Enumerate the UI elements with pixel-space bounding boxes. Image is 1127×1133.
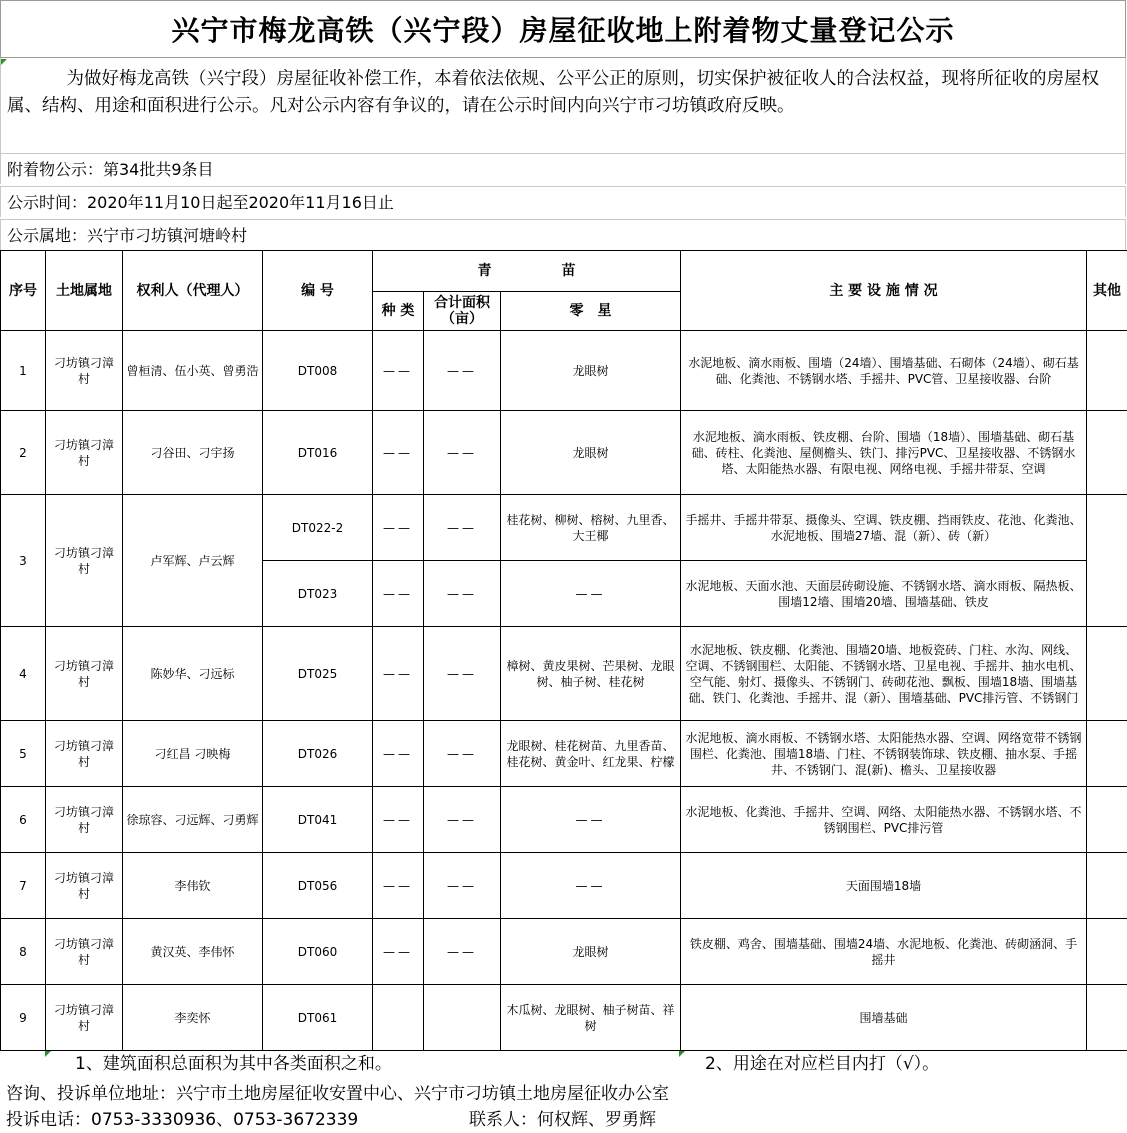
- cell-land: 刁坊镇刁漳村: [46, 985, 123, 1051]
- cell-other: [1087, 411, 1127, 495]
- table-row: [1, 627, 1127, 721]
- cell-land: 刁坊镇刁漳村: [46, 411, 123, 495]
- table-row: [1, 919, 1127, 985]
- cell-kind: ——: [373, 919, 424, 985]
- cell-seq: 7: [1, 853, 46, 919]
- cell-kind: ——: [373, 627, 424, 721]
- cell-land: 刁坊镇刁漳村: [46, 495, 123, 627]
- cell-other: [1087, 627, 1127, 721]
- cell-owner: 卢军辉、卢云辉: [123, 495, 263, 627]
- cell-owner: 曾桓清、伍小英、曾勇浩: [123, 331, 263, 411]
- cell-land: 刁坊镇刁漳村: [46, 331, 123, 411]
- cell-area: [424, 985, 501, 1051]
- cell-owner: 刁红昌 刁映梅: [123, 721, 263, 787]
- header-facilities: 主 要 设 施 情 况: [681, 251, 1087, 331]
- cell-other: [1087, 787, 1127, 853]
- cell-scatter: 桂花树、柳树、榕树、九里香、大王椰: [501, 495, 681, 561]
- header-owner: 权利人（代理人）: [123, 251, 263, 331]
- cell-facilities: 水泥地板、滴水雨板、铁皮棚、台阶、围墙（18墙）、围墙基础、砌石基础、砖柱、化粪池、屋侧檐头、铁门、排污PVC、卫星接收器、不锈钢水塔、太阳能热水器、有限电视、网络电视、手摇井带泵、空调: [681, 411, 1087, 495]
- cell-facilities: 水泥地板、铁皮棚、化粪池、围墙20墙、地板瓷砖、门柱、水沟、网线、空调、不锈钢围栏、太阳能、不锈钢水塔、卫星电视、手摇井、抽水电机、空气能、射灯、摄像头、不锈钢门、砖砌花池、飘板、围墙18墙、围墙基础、铁门、化粪池、手摇井、混（新）、围墙基础、PVC排污管、不锈钢门: [681, 627, 1087, 721]
- cell-facilities: 水泥地板、天面水池、天面层砖砌设施、不锈钢水塔、滴水雨板、隔热板、围墙12墙、围墙20墙、围墙基础、铁皮: [681, 561, 1087, 627]
- cell-scatter: 龙眼树: [501, 411, 681, 495]
- cell-code: DT056: [263, 853, 373, 919]
- cell-area: ——: [424, 411, 501, 495]
- cell-area: ——: [424, 787, 501, 853]
- cell-kind: ——: [373, 495, 424, 561]
- cell-other: [1087, 331, 1127, 411]
- header-code: 编 号: [263, 251, 373, 331]
- cell-facilities: 天面围墙18墙: [681, 853, 1087, 919]
- contact-phone: 投诉电话：0753-3330936、0753-3672339: [6, 1110, 359, 1130]
- cell-code: DT061: [263, 985, 373, 1051]
- cell-land: 刁坊镇刁漳村: [46, 627, 123, 721]
- cell-facilities: 水泥地板、滴水雨板、不锈钢水塔、太阳能热水器、空调、网络宽带不锈钢围栏、化粪池、围墙18墙、门柱、不锈钢装饰球、铁皮棚、抽水泵、手摇井、不锈钢门、混(新)、檐头、卫星接收器: [681, 721, 1087, 787]
- contact-address: 咨询、投诉单位地址：兴宁市土地房屋征收安置中心、兴宁市刁坊镇土地房屋征收办公室: [6, 1084, 669, 1104]
- header-seq: 序号: [1, 251, 46, 331]
- cell-code: DT026: [263, 721, 373, 787]
- cell-area: ——: [424, 561, 501, 627]
- cell-scatter: 龙眼树、桂花树苗、九里香苗、桂花树、黄金叶、红龙果、柠檬: [501, 721, 681, 787]
- cell-code: DT041: [263, 787, 373, 853]
- contact-person: 联系人：何权辉、罗勇辉: [469, 1110, 656, 1130]
- table-row: [1, 495, 1127, 561]
- header-scatter: 零 星: [501, 292, 681, 331]
- contact-row: [6, 1107, 656, 1133]
- cell-seq: 3: [1, 495, 46, 627]
- cell-facilities: 水泥地板、化粪池、手摇井、空调、网络、太阳能热水器、不锈钢水塔、不锈钢围栏、PVC排污管: [681, 787, 1087, 853]
- cell-kind: ——: [373, 561, 424, 627]
- cell-kind: ——: [373, 411, 424, 495]
- table-row: [1, 985, 1127, 1051]
- cell-owner: 黄汉英、李伟怀: [123, 919, 263, 985]
- cell-owner: 李伟钦: [123, 853, 263, 919]
- header-other: 其他: [1087, 251, 1127, 331]
- cell-scatter: 樟树、黄皮果树、芒果树、龙眼树、柚子树、桂花树: [501, 627, 681, 721]
- cell-scatter: ——: [501, 853, 681, 919]
- table-row: [1, 331, 1127, 411]
- note-2: 2、用途在对应栏目内打（√）。: [705, 1054, 940, 1074]
- cell-area: ——: [424, 919, 501, 985]
- cell-kind: ——: [373, 721, 424, 787]
- batch-line: 附着物公示：第34批共9条目: [0, 153, 1126, 184]
- cell-other: [1087, 919, 1127, 985]
- cell-owner: 徐琼容、刁远辉、刁勇辉: [123, 787, 263, 853]
- cell-area: ——: [424, 495, 501, 561]
- cell-kind: [373, 985, 424, 1051]
- cell-land: 刁坊镇刁漳村: [46, 919, 123, 985]
- table-row: [1, 853, 1127, 919]
- cell-other: [1087, 495, 1127, 627]
- cell-owner: 李奕怀: [123, 985, 263, 1051]
- table-row: [1, 787, 1127, 853]
- cell-seq: 8: [1, 919, 46, 985]
- cell-area: ——: [424, 627, 501, 721]
- cell-code: DT023: [263, 561, 373, 627]
- header-land: 土地属地: [46, 251, 123, 331]
- header-crop: 青 苗: [373, 251, 681, 292]
- cell-area: ——: [424, 721, 501, 787]
- cell-code: DT022-2: [263, 495, 373, 561]
- header-kind: 种 类: [373, 292, 424, 331]
- cell-land: 刁坊镇刁漳村: [46, 721, 123, 787]
- cell-kind: ——: [373, 787, 424, 853]
- cell-land: 刁坊镇刁漳村: [46, 853, 123, 919]
- registry-table: [0, 250, 1127, 1051]
- cell-kind: ——: [373, 853, 424, 919]
- cell-seq: 1: [1, 331, 46, 411]
- cell-facilities: 手摇井、手摇井带泵、摄像头、空调、铁皮棚、挡雨铁皮、花池、化粪池、水泥地板、围墙27墙、混（新）、砖（新）: [681, 495, 1087, 561]
- table-row: [1, 721, 1127, 787]
- period-line: 公示时间：2020年11月10日起至2020年11月16日止: [0, 186, 1126, 217]
- note-1: 1、建筑面积总面积为其中各类面积之和。: [75, 1054, 392, 1074]
- cell-code: DT008: [263, 331, 373, 411]
- cell-kind: ——: [373, 331, 424, 411]
- cell-facilities: 围墙基础: [681, 985, 1087, 1051]
- cell-scatter: 木瓜树、龙眼树、柚子树苗、祥树: [501, 985, 681, 1051]
- cell-owner: 陈妙华、刁远标: [123, 627, 263, 721]
- cell-owner: 刁谷田、刁宇扬: [123, 411, 263, 495]
- cell-facilities: 铁皮棚、鸡舍、围墙基础、围墙24墙、水泥地板、化粪池、砖砌涵洞、手摇井: [681, 919, 1087, 985]
- cell-seq: 6: [1, 787, 46, 853]
- cell-scatter: ——: [501, 561, 681, 627]
- cell-seq: 4: [1, 627, 46, 721]
- cell-area: ——: [424, 331, 501, 411]
- cell-scatter: 龙眼树: [501, 331, 681, 411]
- header-area: 合计面积（亩）: [424, 292, 501, 331]
- place-line: 公示属地：兴宁市刁坊镇河塘岭村: [0, 219, 1126, 250]
- cell-seq: 2: [1, 411, 46, 495]
- table-row: [1, 411, 1127, 495]
- cell-code: DT025: [263, 627, 373, 721]
- cell-scatter: 龙眼树: [501, 919, 681, 985]
- cell-other: [1087, 721, 1127, 787]
- cell-other: [1087, 853, 1127, 919]
- intro-paragraph: 为做好梅龙高铁（兴宁段）房屋征收补偿工作，本着依法依规、公平公正的原则，切实保护被征收人的合法权益，现将所征收的房屋权属、结构、用途和面积进行公示。凡对公示内容有争议的，请在公示时间内向兴宁市刁坊镇政府反映。: [0, 58, 1126, 153]
- cell-land: 刁坊镇刁漳村: [46, 787, 123, 853]
- cell-seq: 5: [1, 721, 46, 787]
- cell-other: [1087, 985, 1127, 1051]
- cell-code: DT060: [263, 919, 373, 985]
- notes-row: [0, 1051, 1127, 1077]
- page-title: 兴宁市梅龙高铁（兴宁段）房屋征收地上附着物丈量登记公示: [0, 0, 1126, 58]
- cell-area: ——: [424, 853, 501, 919]
- cell-scatter: ——: [501, 787, 681, 853]
- cell-facilities: 水泥地板、滴水雨板、围墙（24墙）、围墙基础、石砌体（24墙）、砌石基础、化粪池、不锈钢水塔、手摇井、PVC管、卫星接收器、台阶: [681, 331, 1087, 411]
- cell-code: DT016: [263, 411, 373, 495]
- cell-seq: 9: [1, 985, 46, 1051]
